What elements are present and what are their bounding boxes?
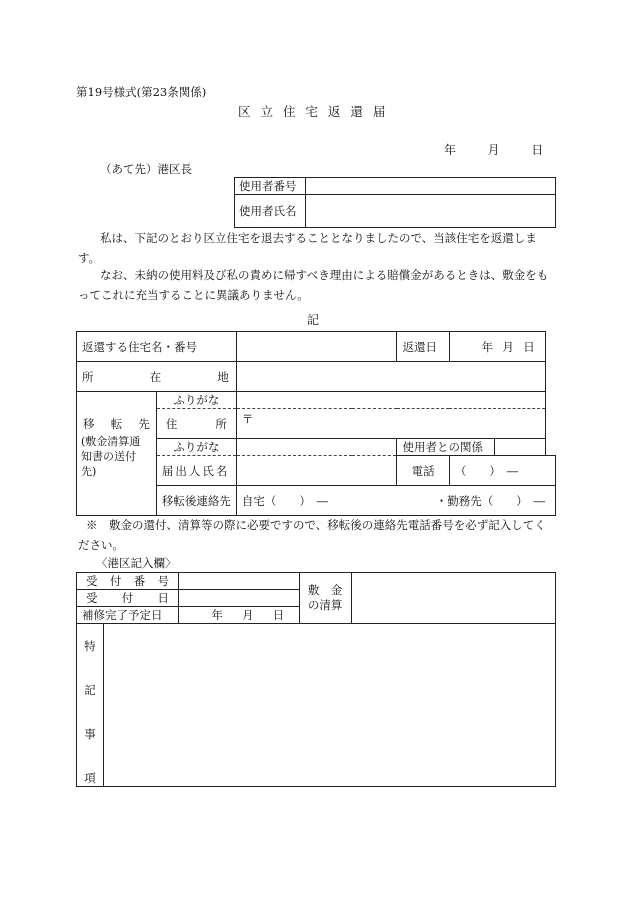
deposit-label: 敷 金 の清算 — [299, 573, 351, 624]
work-phone-field[interactable]: ・勤務先（ ） ― — [397, 486, 545, 516]
relation-label: 使用者との関係 — [402, 439, 495, 455]
user-name-label: 使用者氏名 — [235, 195, 306, 228]
loc-char-1: 所 — [82, 369, 94, 384]
location-field[interactable] — [236, 362, 545, 392]
rn-char-4: 号 — [157, 574, 169, 588]
rm-char-2: 記 — [84, 683, 96, 697]
applicant-name-field[interactable] — [236, 456, 397, 486]
rn-char-1: 受 — [86, 574, 98, 588]
home-phone-field[interactable]: 自宅（ ） ― — [236, 486, 397, 516]
loc-char-2: 在 — [149, 369, 162, 384]
note-mark: ※ — [86, 518, 98, 532]
deposit-field[interactable] — [351, 573, 555, 624]
name-furigana-field[interactable] — [236, 439, 397, 456]
repair-date-field[interactable] — [178, 607, 299, 624]
document-title: 区 立 住 宅 返 還 届 — [238, 104, 389, 119]
receipt-no-label — [77, 573, 179, 590]
main-table — [76, 331, 556, 516]
user-number-field[interactable] — [306, 178, 556, 195]
rm-char-3: 事 — [84, 727, 96, 741]
day-label: 日 — [531, 143, 544, 157]
fwd-char-3: 先 — [138, 417, 150, 431]
phone-field[interactable]: （ ） ― — [449, 456, 545, 486]
month-label: 月 — [487, 143, 500, 157]
rd-char-3: 日 — [157, 591, 169, 605]
rd-char-2: 付 — [121, 591, 134, 605]
remarks-field[interactable] — [103, 624, 555, 787]
note-text: 敷金の還付、清算等の際に必要ですので、移転後の連絡先電話番号を必ず記入してください。 — [78, 518, 546, 552]
location-label — [77, 362, 237, 392]
fwd-char-2: 転 — [110, 417, 123, 431]
rm-char-4: 項 — [84, 771, 96, 785]
address-furigana-field[interactable] — [236, 392, 545, 409]
statement-deposit: なお、未納の使用料及び私の責めに帰すべき理由による賠償金があるときは、敷金をもってこれに充当することに異議ありません。 — [78, 268, 549, 302]
header-date — [444, 141, 543, 158]
housing-field[interactable] — [236, 332, 397, 362]
phone-label: 電話 — [397, 456, 449, 486]
rn-char-3: 番 — [133, 574, 146, 588]
return-day: 日 — [523, 339, 535, 354]
user-name-field[interactable] — [306, 195, 556, 228]
repair-day: 日 — [272, 608, 285, 622]
forward-note: (敷金清算通知書の送付先) — [81, 435, 141, 478]
user-info-table — [234, 177, 556, 228]
relation-label-cell — [397, 439, 545, 456]
address-label — [156, 409, 236, 439]
addr-char-2: 所 — [215, 416, 227, 431]
statement-return: 私は、下記のとおり区立住宅を退去することとなりましたので、当該住宅を返還します。 — [78, 231, 537, 265]
receipt-date-label — [77, 590, 179, 607]
furigana-label-address: ふりがな — [156, 392, 236, 409]
housing-label: 返還する住宅名・番号 — [77, 332, 237, 362]
year-label: 年 — [444, 143, 457, 157]
applicant-label: 届出人氏名 — [156, 456, 236, 486]
rm-char-1: 特 — [84, 639, 96, 653]
addressee: （あて先）港区長 — [100, 162, 192, 176]
loc-char-3: 地 — [217, 369, 229, 384]
form-number: 第19号様式(第23条関係) — [76, 85, 207, 99]
rd-char-1: 受 — [86, 591, 98, 605]
return-year: 年 — [481, 339, 494, 354]
user-number-label: 使用者番号 — [235, 178, 306, 195]
remarks-label — [77, 624, 104, 787]
repair-label: 補修完了予定日 — [77, 607, 179, 624]
note — [78, 515, 556, 555]
receipt-no-field[interactable] — [178, 573, 299, 590]
address-field[interactable] — [236, 409, 545, 439]
return-date-label: 返還日 — [397, 332, 449, 362]
fwd-char-1: 移 — [83, 417, 95, 431]
furigana-label-name: ふりがな — [156, 439, 236, 456]
office-table — [76, 572, 556, 787]
repair-month: 月 — [242, 608, 254, 622]
contact-label: 移転後連絡先 — [156, 486, 236, 516]
return-date-field[interactable] — [449, 332, 545, 362]
postal-mark: 〒 — [241, 412, 254, 426]
addr-char-1: 住 — [165, 416, 178, 431]
forward-label — [77, 392, 157, 516]
rn-char-2: 付 — [109, 574, 122, 588]
return-month: 月 — [502, 339, 514, 354]
ki-heading: 記 — [307, 313, 320, 327]
receipt-date-field[interactable] — [178, 590, 299, 607]
repair-year: 年 — [211, 608, 223, 622]
office-section-title: 〈港区記入欄〉 — [96, 556, 177, 570]
